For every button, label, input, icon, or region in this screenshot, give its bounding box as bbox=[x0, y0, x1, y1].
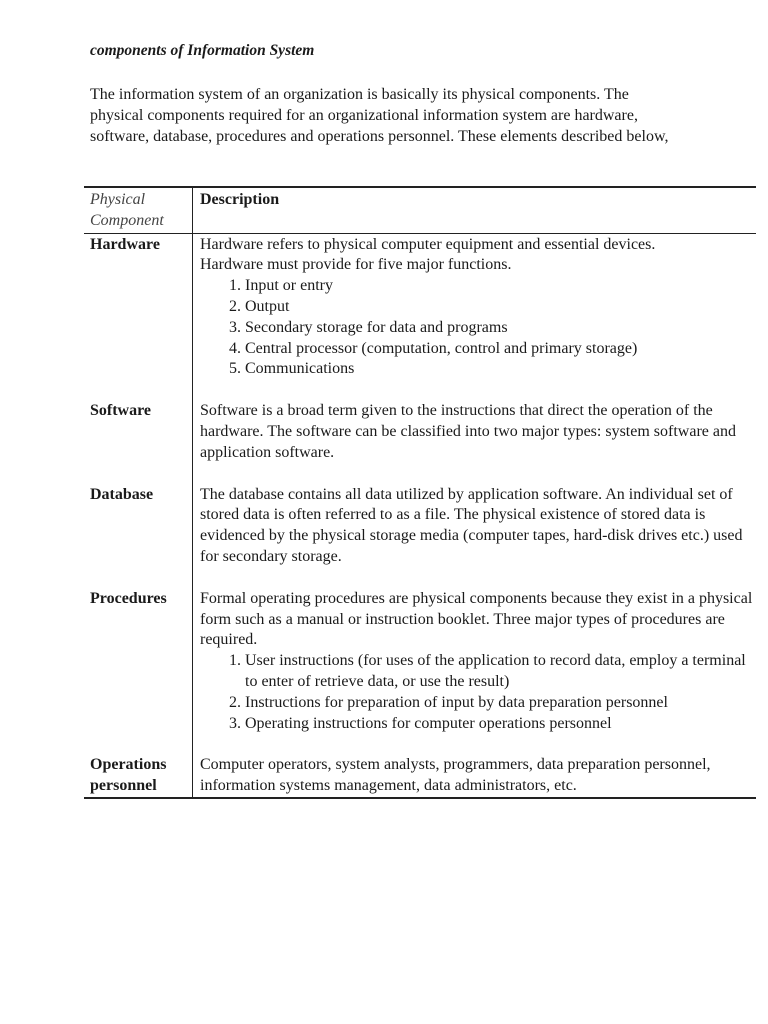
header-description: Description bbox=[193, 187, 757, 233]
table-row-hardware bbox=[84, 233, 756, 400]
row-name-software: Software bbox=[84, 400, 193, 483]
table-row-operations-personnel bbox=[84, 754, 756, 798]
list-item: 2. Instructions for preparation of input by data preparation personnel bbox=[245, 693, 756, 714]
row-name-hardware: Hardware bbox=[84, 233, 193, 400]
row-name-procedures: Procedures bbox=[84, 588, 193, 755]
table-row-procedures bbox=[84, 588, 756, 755]
row-desc-operations-personnel: Computer operators, system analysts, programmers, data preparation personnel, information systems management, data administrators, etc. bbox=[193, 754, 757, 798]
document-title: components of Information System bbox=[90, 42, 315, 59]
row-desc-hardware bbox=[193, 233, 757, 400]
list-item: 5. Communications bbox=[245, 359, 756, 380]
components-table bbox=[84, 186, 756, 799]
table-header-row bbox=[84, 187, 756, 233]
list-item: 1. Input or entry bbox=[245, 276, 756, 297]
hardware-description: Hardware refers to physical computer equipment and essential devices. bbox=[200, 235, 656, 253]
row-desc-procedures bbox=[193, 588, 757, 755]
procedures-description: Formal operating procedures are physical components because they exist in a physical form such as a manual or instruction booklet. Three major types of procedures are required. bbox=[200, 589, 753, 649]
row-name-operations-personnel: Operations personnel bbox=[84, 754, 193, 798]
row-desc-database: The database contains all data utilized by application software. An individual set of stored data is often referred to as a file. The physical existence of stored data is evidenced by the physical storage media (computer tapes, hard-disk drives etc.) used for secondary storage. bbox=[200, 485, 743, 565]
procedures-list bbox=[200, 651, 756, 734]
list-item: 2. Output bbox=[245, 297, 756, 318]
hardware-functions-intro: Hardware must provide for five major functions. bbox=[200, 256, 512, 274]
row-name-database: Database bbox=[84, 484, 193, 588]
list-item: 3. Secondary storage for data and programs bbox=[245, 318, 756, 339]
table-row-software bbox=[84, 400, 756, 483]
document-page bbox=[90, 40, 753, 795]
intro-paragraph: The information system of an organization is basically its physical components. The physical components required for an organizational information system are hardware, software, database, procedures and operations personnel. These elements described below, bbox=[90, 86, 669, 145]
hardware-functions-list bbox=[200, 276, 756, 380]
list-item: 4. Central processor (computation, control and primary storage) bbox=[245, 339, 756, 360]
list-item: 1. User instructions (for uses of the application to record data, employ a terminal to enter of retrieve data, or use the result) bbox=[245, 651, 756, 693]
list-item: 3. Operating instructions for computer operations personnel bbox=[245, 714, 756, 735]
row-desc-software: Software is a broad term given to the instructions that direct the operation of the hardware. The software can be classified into two major types: system software and application software. bbox=[200, 402, 736, 461]
table-row-database bbox=[84, 484, 756, 588]
header-physical-component: Physical Component bbox=[84, 187, 193, 233]
